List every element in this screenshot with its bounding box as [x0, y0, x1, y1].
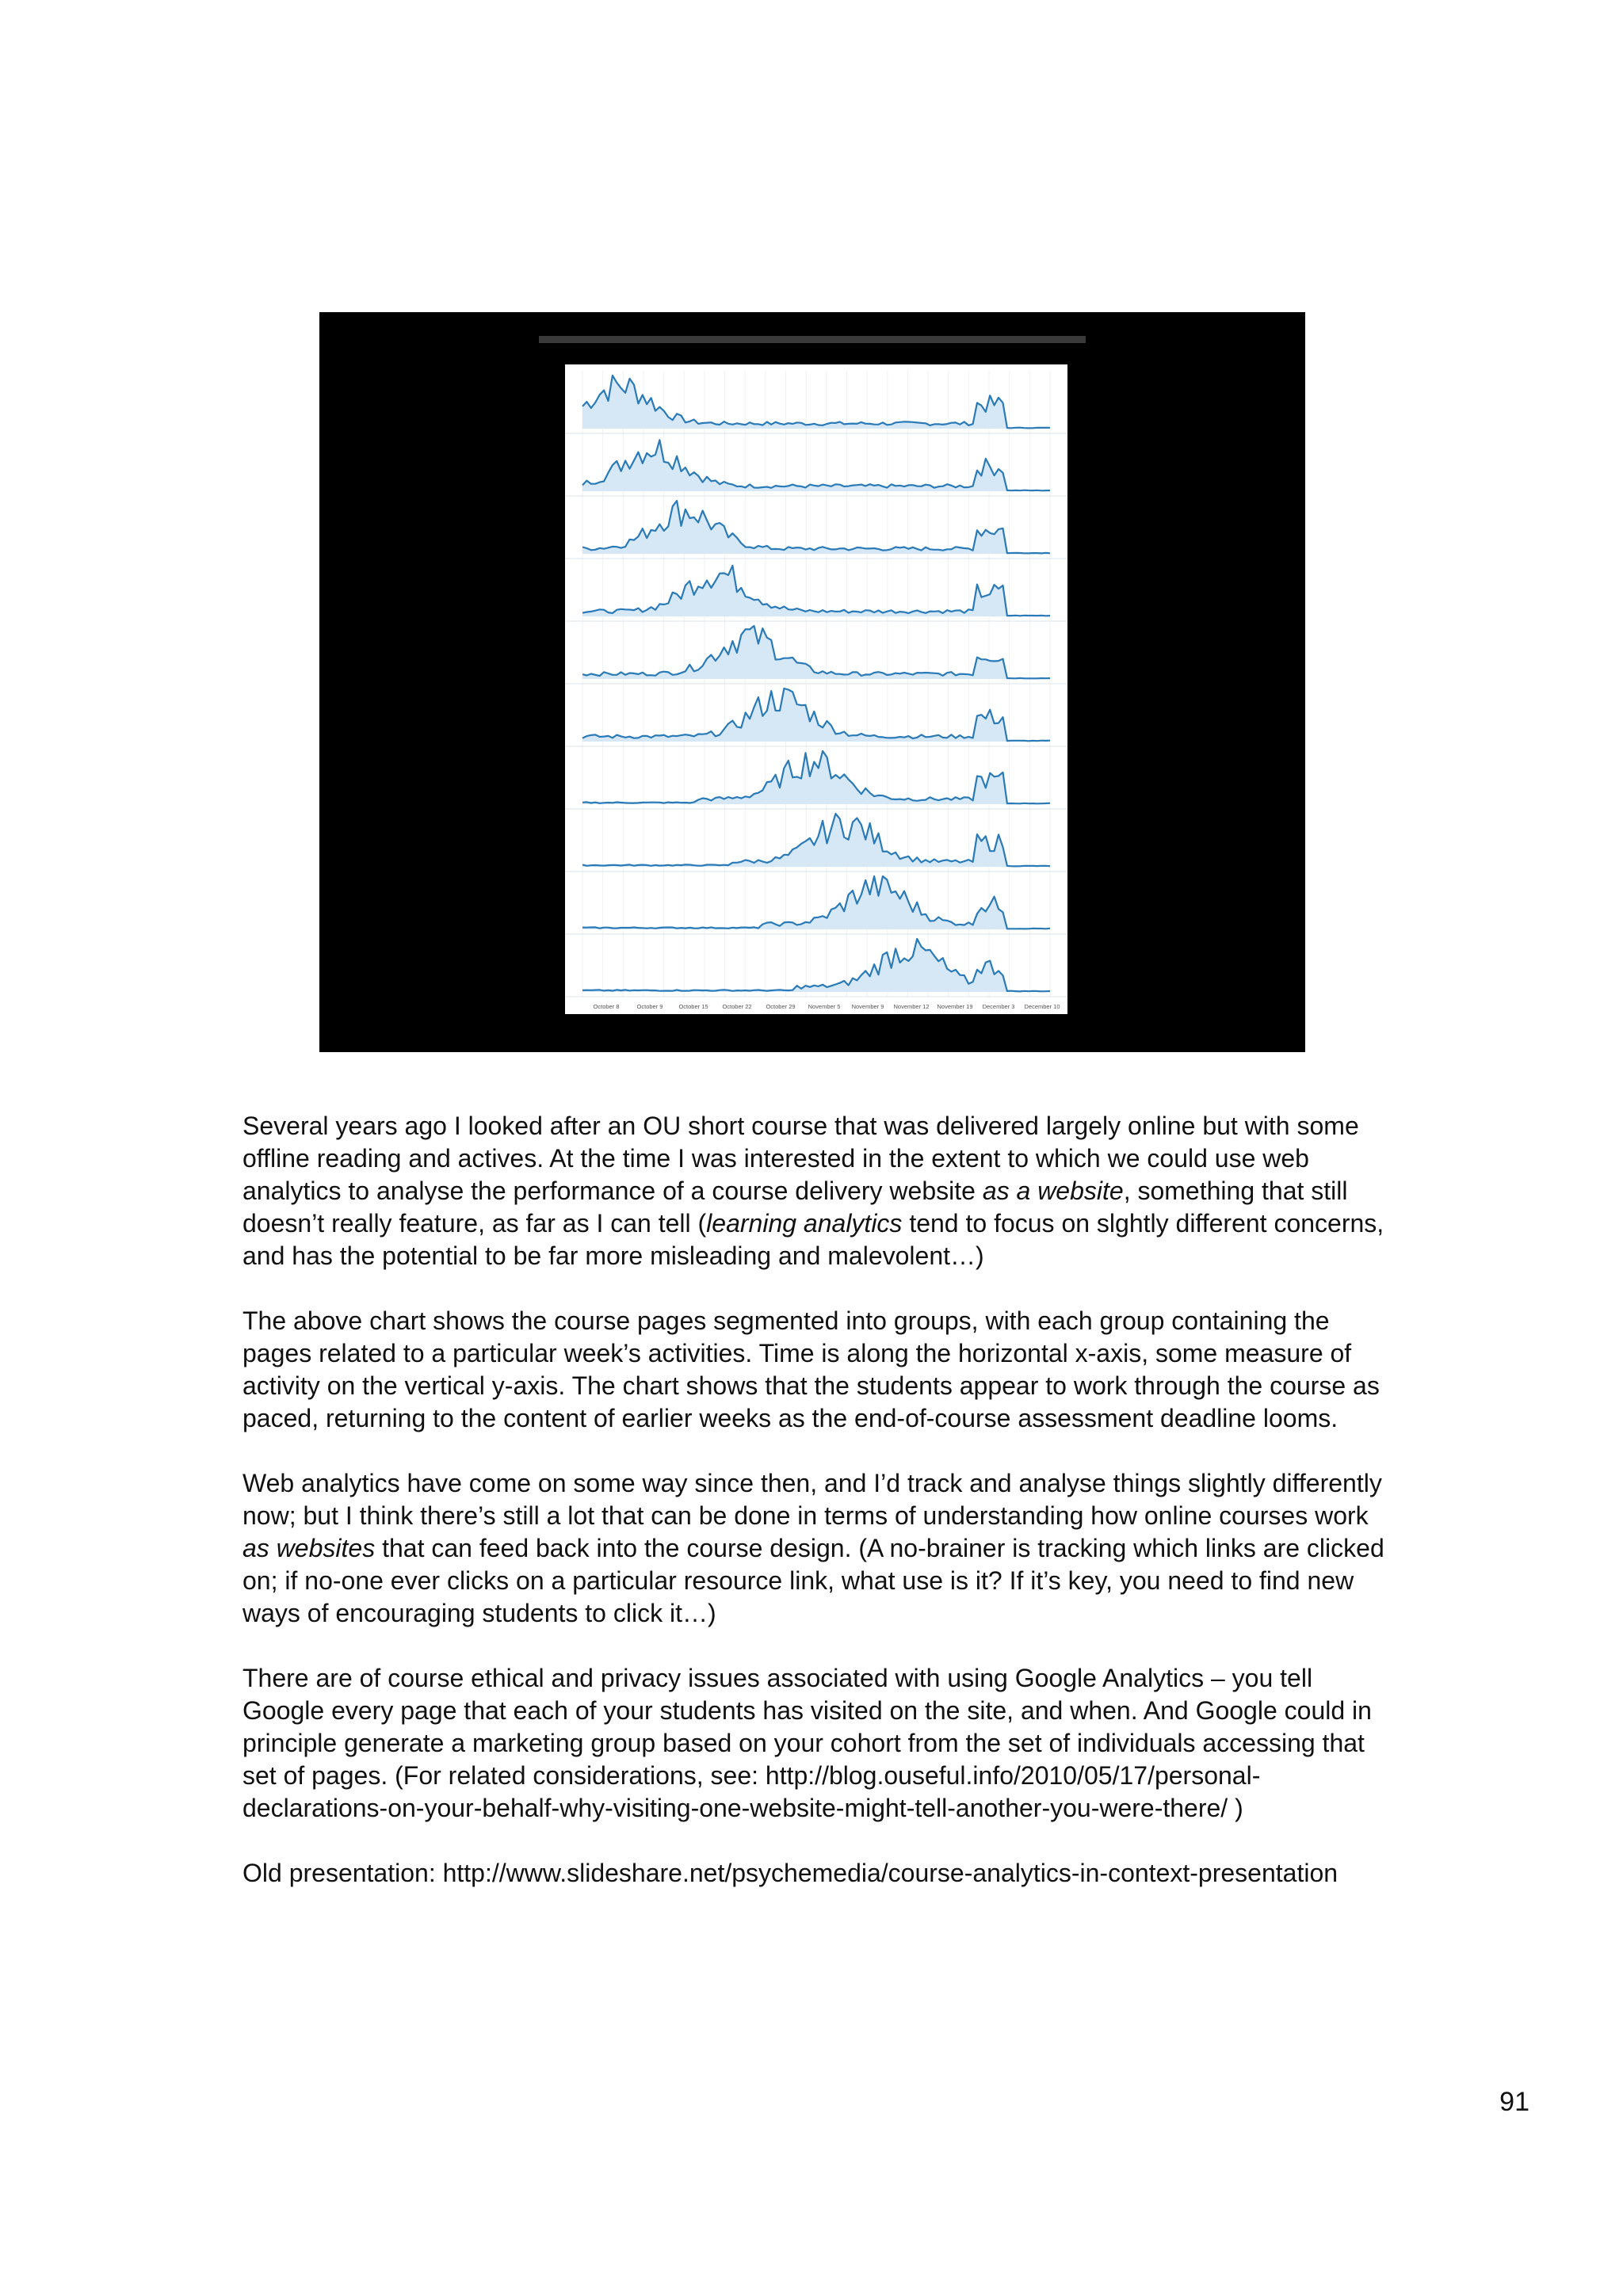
x-axis-label: October 22 — [722, 1003, 752, 1010]
x-axis-label: October 15 — [678, 1003, 708, 1010]
emphasis-text: as a website — [982, 1177, 1124, 1205]
activity-area — [582, 939, 1050, 992]
activity-area — [582, 876, 1050, 929]
notes-paragraph — [242, 1467, 1400, 1630]
slide-image — [319, 312, 1305, 1052]
emphasis-text: learning analytics — [706, 1209, 903, 1238]
activity-area — [582, 440, 1050, 491]
analytics-chart-panel — [565, 364, 1067, 1014]
emphasis-text: as websites — [242, 1534, 376, 1562]
text-run: Old presentation: http://www.slideshare.net/psychemedia/course-analytics-in-context-presentation — [242, 1859, 1338, 1887]
activity-area — [582, 751, 1050, 804]
x-axis-label: November 19 — [937, 1003, 973, 1010]
text-run: , something that still doesn’t really feature, as far as I can tell ( — [242, 1177, 1348, 1238]
activity-area — [582, 501, 1050, 554]
page-number: 91 — [1499, 2087, 1529, 2117]
text-run: The above chart shows the course pages segmented into groups, with each group containing the pages related to a particular week’s activities. Time is along the horizontal x-axis, some measure of activity on the vertical y-axis. The chart shows that the students appear to work through the course as paced, returning to the content of earlier weeks as the end-of-course assessment deadline looms. — [242, 1306, 1380, 1432]
text-run: There are of course ethical and privacy issues associated with using Google Analytics – you tell Google every page that each of your students has visited on the site, and when. And Google could in principle generate a marketing group based on your cohort from the set of individuals accessing that set of pages. (For related considerations, see: http://blog.ouseful.info/2010/05/17/personal-declarations-on-your-behalf-why-visiting-one-website-might-tell-another-you-were-there/ ) — [242, 1664, 1372, 1822]
notes-paragraph — [242, 1662, 1400, 1825]
text-run: tend to focus on slghtly different concerns, and has the potential to be far more misleading and malevolent…) — [242, 1209, 1384, 1270]
notes-paragraph — [242, 1110, 1400, 1272]
text-run: Web analytics have come on some way since then, and I’d track and analyse things slightly differently now; but I think there’s still a lot that can be done in terms of understanding how online courses work — [242, 1469, 1382, 1530]
text-run: Several years ago I looked after an OU short course that was delivered largely online but with some offline reading and actives. At the time I was interested in the extent to which we could use web analytics to analyse the performance of a course delivery website — [242, 1112, 1359, 1205]
x-axis-label: November 5 — [808, 1003, 841, 1010]
text-run: that can feed back into the course design. (A no-brainer is tracking which links are clicked on; if no-one ever clicks on a particular resource link, what use is it? If it’s key, you need to find new ways of encouraging students to click it…) — [242, 1534, 1384, 1627]
slide-top-bar — [539, 336, 1086, 343]
small-multiple-charts — [565, 364, 1067, 1014]
x-axis-label: October 8 — [593, 1003, 620, 1010]
x-axis-label: December 10 — [1024, 1003, 1060, 1010]
x-axis-label: November 12 — [893, 1003, 930, 1010]
speaker-notes — [242, 1110, 1400, 1922]
x-axis-label: October 9 — [636, 1003, 663, 1010]
notes-paragraph — [242, 1305, 1400, 1435]
notes-paragraph — [242, 1857, 1400, 1890]
x-axis-label: October 29 — [766, 1003, 796, 1010]
x-axis-label: November 9 — [851, 1003, 884, 1010]
activity-area — [582, 626, 1050, 679]
x-axis-label: December 3 — [982, 1003, 1015, 1010]
